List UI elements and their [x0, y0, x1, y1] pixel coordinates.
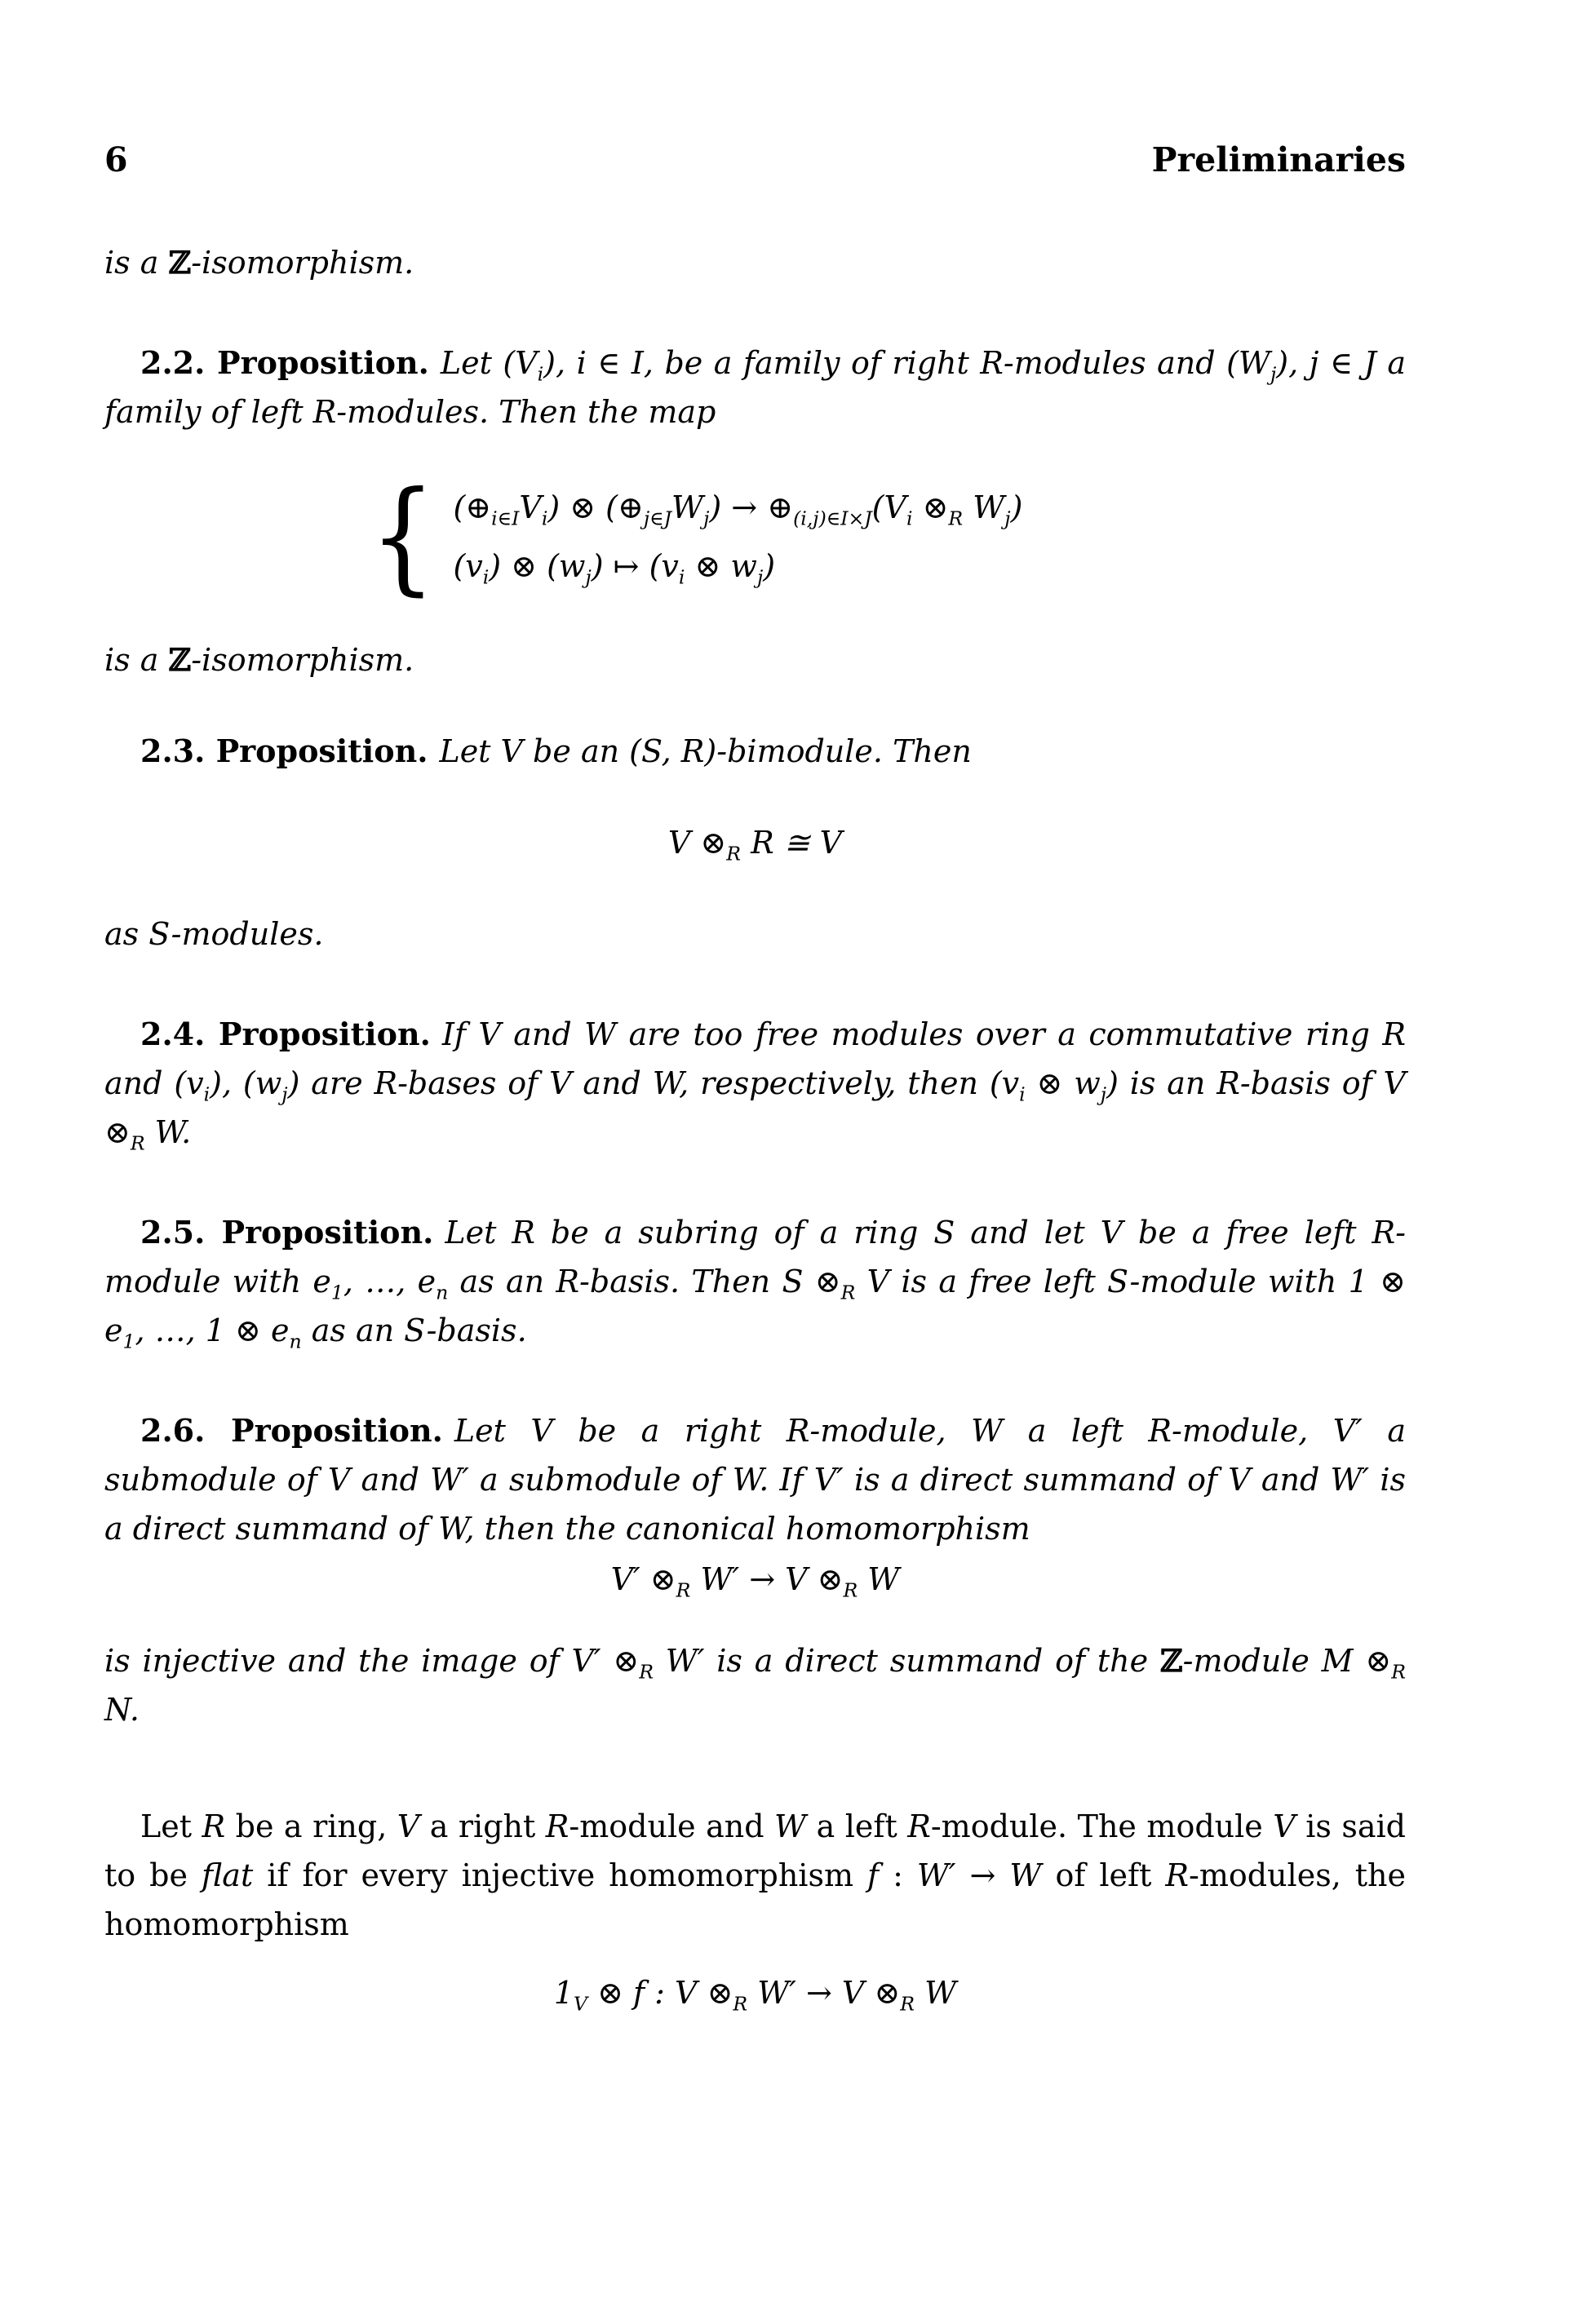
proposition-2-4-text: If V and W are too free modules over a commutative ring R and $(v_i)$, $(w_j)$ are R-bases of V and W, respectively, then ($v_i$ ⊗ $w_j$) is an R-basis of V $\otimes_R$ W. [104, 1016, 1407, 1155]
display-equation-tensor-map [364, 466, 1406, 608]
proposition-2-5-label: 2.5. Proposition. [140, 1214, 434, 1251]
proposition-2-4 [104, 1010, 1406, 1157]
display-equation-v-tensor-r: V $\otimes_R$ R ≅ V [667, 825, 843, 865]
proposition-2-4-label: 2.4. Proposition. [140, 1016, 431, 1052]
para-as-s-modules: as S-modules. [104, 916, 324, 952]
proposition-2-5 [104, 1208, 1406, 1355]
proposition-2-3-text: Let V be an (S, R)-bimodule. Then [439, 733, 972, 769]
tensor-map-line-2: $(v_i)$ ⊗ $(w_j)$ ↦ ($v_i$ ⊗ $w_j$) [453, 548, 776, 589]
proposition-2-2 [104, 339, 1406, 436]
display-equation-flat-homomorphism: $1_V$ ⊗ f : V $\otimes_R$ W′ → V $\otimes_R$ W [553, 1975, 957, 2016]
tensor-map-lines [453, 478, 1022, 595]
tensor-map-line-1: $(\oplus_{i\in I}V_i)$ ⊗ $(\oplus_{j\in J}W_j)$ → $\oplus_{(i,j)\in I\times J}(V_i$ $\otimes_R$ $W_j$) [453, 489, 1023, 530]
page-number: 6 [104, 140, 128, 179]
running-title: Preliminaries [1151, 140, 1406, 179]
proposition-2-3-label: 2.3. Proposition. [140, 733, 428, 769]
proposition-2-6-text: Let V be a right R-module, W a left R-module, V′ a submodule of V and W′ a submodule of W. If V′ is a direct summand of V and W′ is a direct summand of W, then the canonical homomorphism [104, 1413, 1407, 1547]
para-flat-definition: Let R be a ring, V a right R-module and W a left R-module. The module V is said to be flat if for every injective homomorphism f : W′ → W of left R-modules, the homomorphism [104, 1808, 1406, 1942]
proposition-2-3 [104, 727, 1406, 776]
proposition-2-6-label: 2.6. Proposition. [140, 1412, 443, 1449]
para-injective-image: is injective and the image of V′ $\otimes_R$ W′ is a direct summand of the ℤ-module M $\otimes_R$ N. [104, 1642, 1406, 1728]
left-brace-icon: { [370, 466, 437, 608]
display-equation-canonical-homomorphism: V′ $\otimes_R$ W′ → V $\otimes_R$ W [610, 1561, 900, 1602]
para-z-isomorphism-1: is a ℤ-isomorphism. [104, 244, 414, 281]
proposition-2-2-text: Let $(V_i)$, i ∈ I, be a family of right R-modules and $(W_j)$, j ∈ J a family of left R-modules. Then the map [104, 345, 1406, 430]
proposition-2-2-label: 2.2. Proposition. [140, 344, 429, 381]
para-z-isomorphism-2: is a ℤ-isomorphism. [104, 641, 414, 678]
running-header [104, 140, 1406, 179]
proposition-2-5-text: Let R be a subring of a ring S and let V be a free left R-module with $e_1$, …, $e_n$ as an R-basis. Then S $\otimes_R$ V is a free left S-module with 1 ⊗ $e_1$, …, 1 ⊗ $e_n$ as an S-basis. [104, 1215, 1406, 1353]
proposition-2-6 [104, 1406, 1406, 1553]
